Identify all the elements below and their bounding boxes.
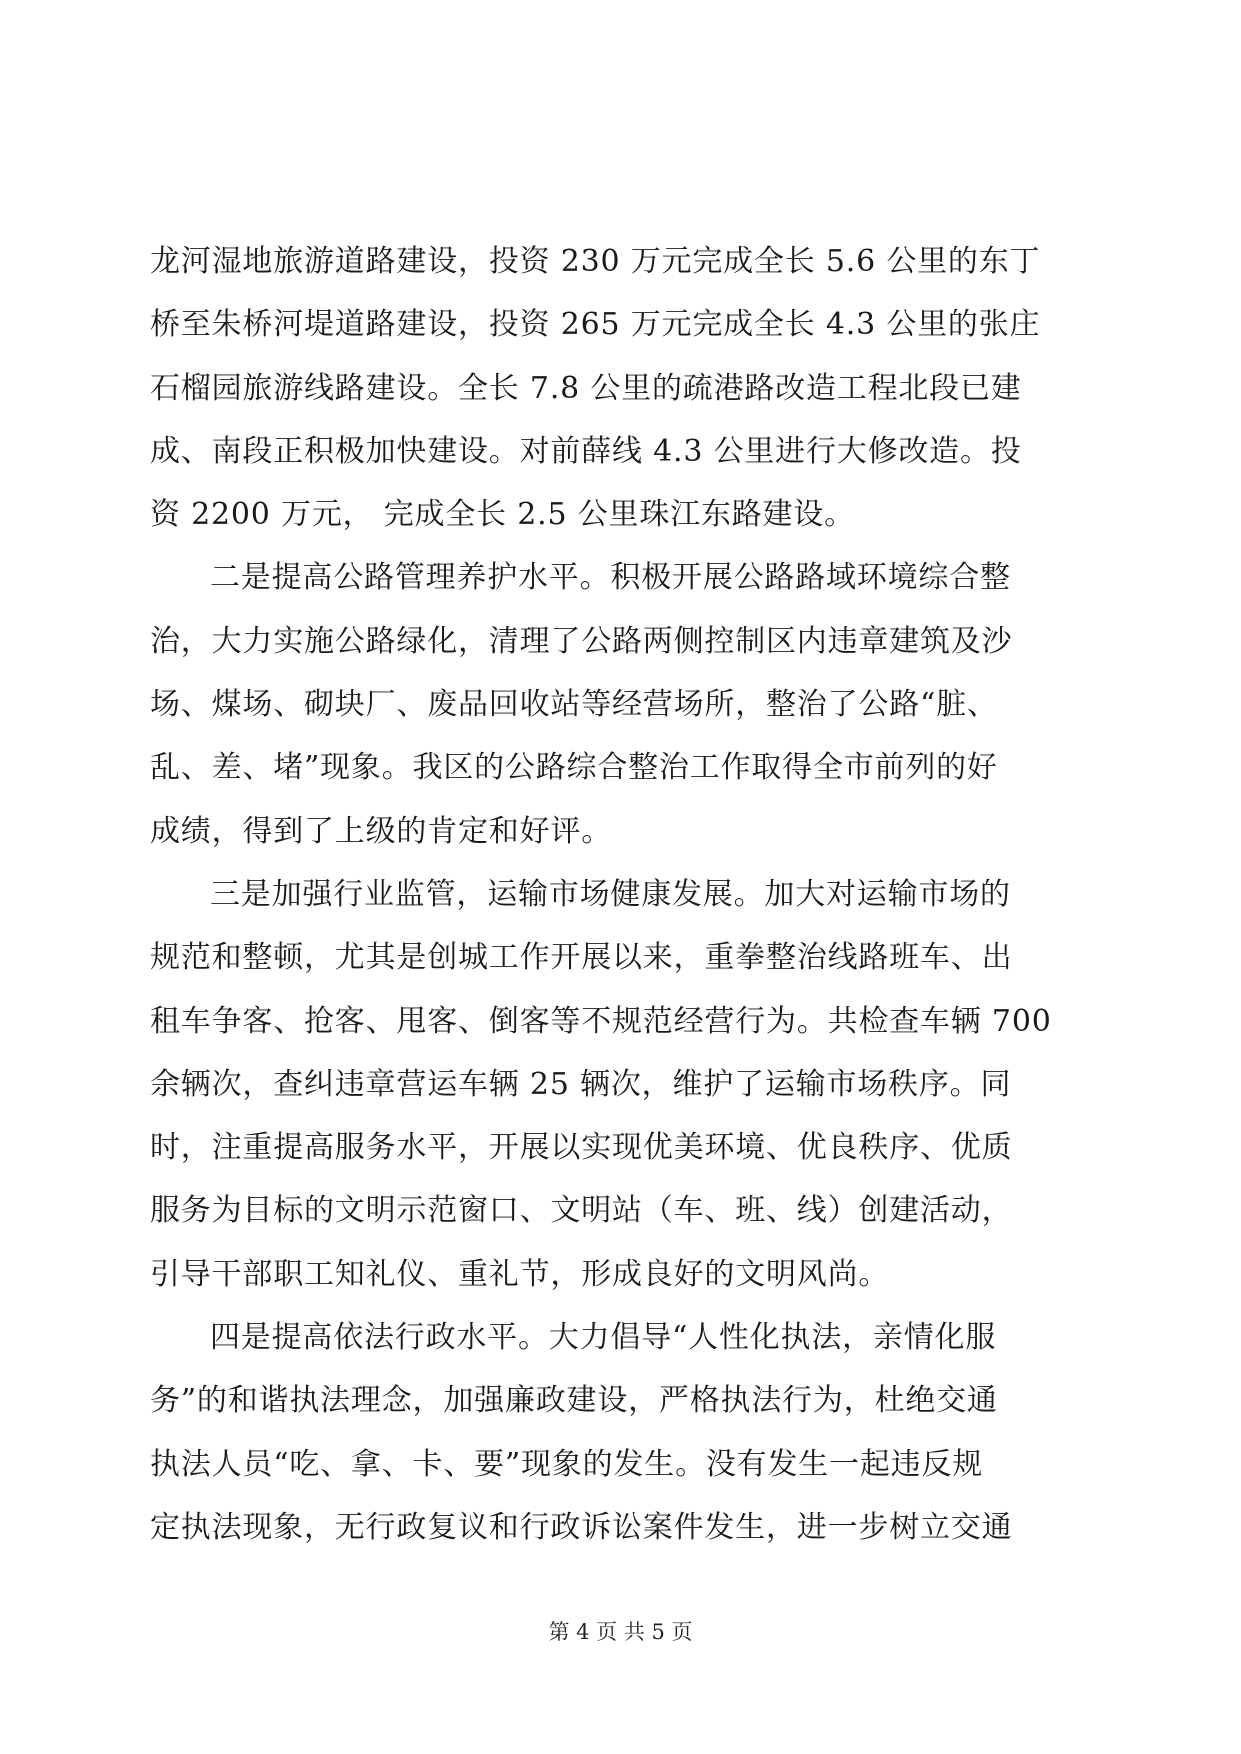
text-line: 石榴园旅游线路建设。全长 7.8 公里的疏港路改造工程北段已建 (150, 370, 1022, 406)
body-text (150, 230, 1090, 1559)
page-footer: 第 4 页 共 5 页 (548, 1620, 693, 1644)
text-line: 规范和整顿，尤其是创城工作开展以来，重拳整治线路班车、出 (150, 940, 1013, 976)
text-line: 治，大力实施公路绿化，清理了公路两侧控制区内违章建筑及沙 (150, 623, 1013, 659)
text-line: 龙河湿地旅游道路建设，投资 230 万元完成全长 5.6 公里的东丁 (150, 244, 1041, 279)
text-line: 时，注重提高服务水平，开展以实现优美环境、优良秩序、优质 (150, 1130, 1013, 1166)
text-line: 执法人员“吃、拿、卡、要”现象的发生。没有发生一起违反规 (150, 1446, 984, 1482)
text-line: 乱、差、堵”现象。我区的公路综合整治工作取得全市前列的好 (150, 750, 998, 786)
text-line: 场、煤场、砌块厂、废品回收站等经营场所，整治了公路“脏、 (150, 687, 998, 723)
paragraph-start-line: 四是提高依法行政水平。大力倡导“人性化执法，亲情化服 (210, 1320, 997, 1356)
text-line: 余辆次，查纠违章营运车辆 25 辆次，维护了运输市场秩序。同 (150, 1066, 1012, 1102)
text-line: 成、南段正积极加快建设。对前薛线 4.3 公里进行大修改造。投 (150, 433, 1022, 469)
paragraph-start-line: 二是提高公路管理养护水平。积极开展公路路域环境综合整 (210, 560, 1011, 596)
text-line: 服务为目标的文明示范窗口、文明站（车、班、线）创建活动， (150, 1193, 1013, 1229)
paragraph-start-line: 三是加强行业监管，运输市场健康发展。加大对运输市场的 (210, 876, 1011, 912)
text-line: 务”的和谐执法理念，加强廉政建设，严格执法行为，杜绝交通 (150, 1383, 998, 1419)
text-line: 桥至朱桥河堤道路建设，投资 265 万元完成全长 4.3 公里的张庄 (150, 307, 1041, 343)
text-line: 资 2200 万元， 完成全长 2.5 公里珠江东路建设。 (150, 497, 855, 533)
text-line: 定执法现象，无行政复议和行政诉讼案件发生，进一步树立交通 (150, 1509, 1013, 1545)
text-line: 租车争客、抢客、甩客、倒客等不规范经营行为。共检查车辆 700 (150, 1003, 1052, 1039)
text-line: 引导干部职工知礼仪、重礼节，形成良好的文明风尚。 (150, 1256, 890, 1292)
text-line: 成绩，得到了上级的肯定和好评。 (150, 813, 612, 849)
